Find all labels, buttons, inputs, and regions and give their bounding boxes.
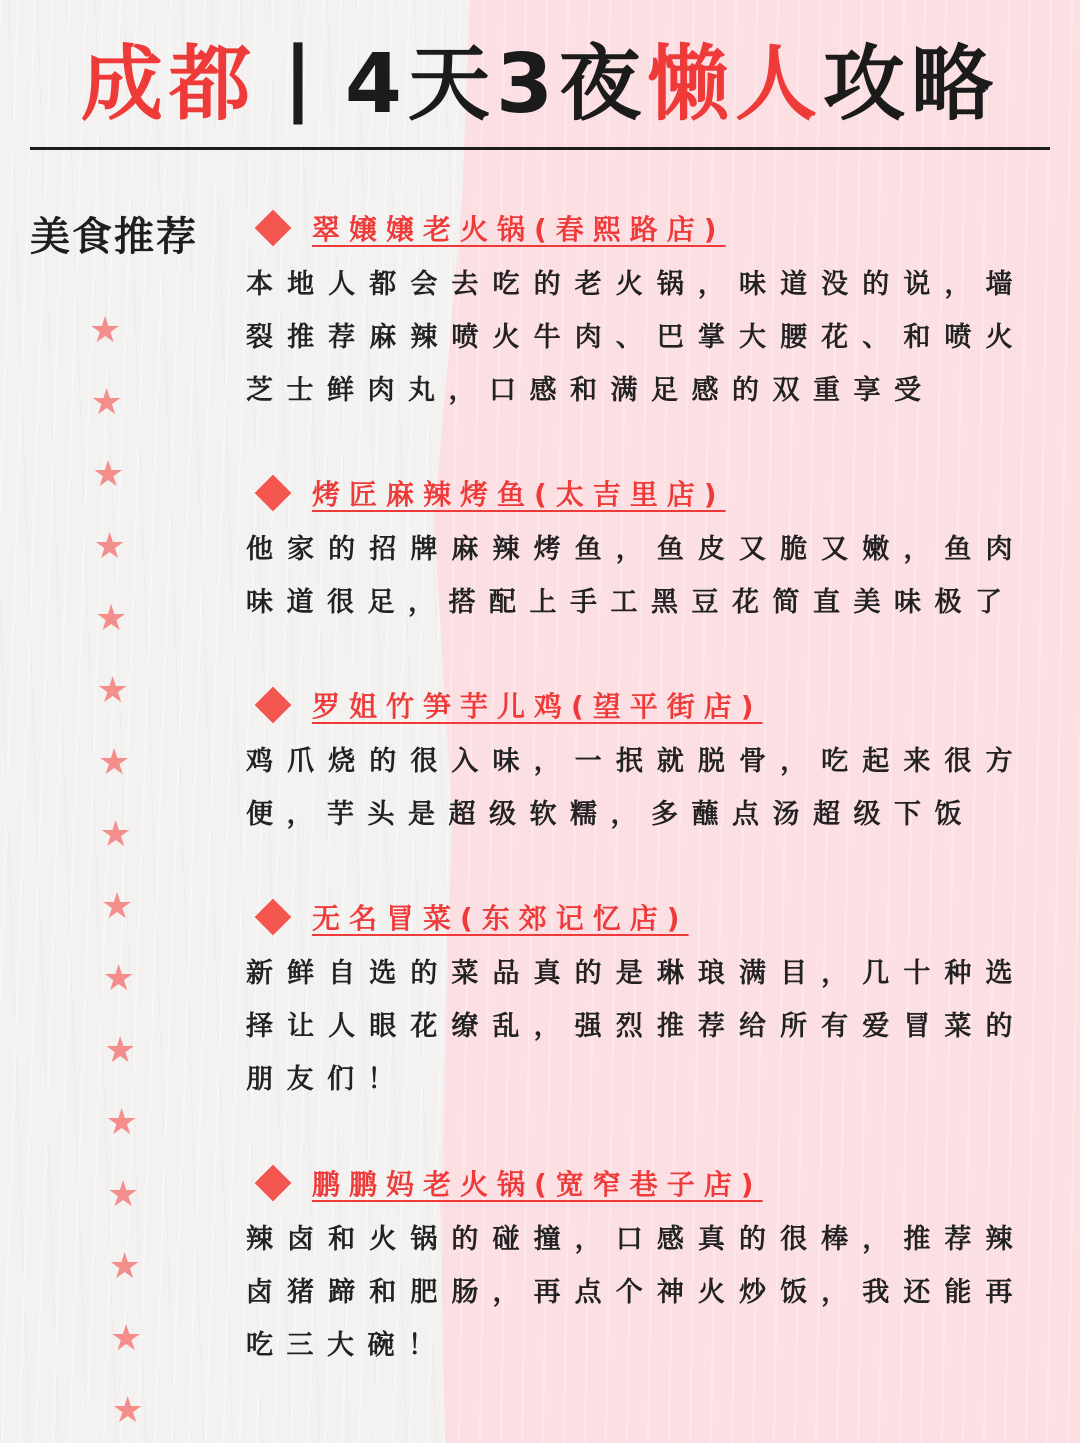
star-icon: ★ [90, 382, 123, 423]
restaurant-entry [246, 473, 1026, 629]
restaurant-entry [246, 1163, 1026, 1372]
star-icon: ★ [111, 1390, 144, 1431]
restaurant-entry [246, 685, 1026, 841]
star-icon: ★ [102, 958, 135, 999]
restaurant-title-link[interactable]: 鹏鹏妈老火锅(宽窄巷子店) [312, 1168, 763, 1201]
restaurant-title-link[interactable]: 罗姐竹笋芋儿鸡(望平街店) [312, 690, 763, 723]
diamond-bullet-icon [255, 687, 292, 724]
star-icon: ★ [93, 526, 126, 567]
star-icon: ★ [99, 814, 132, 855]
diamond-bullet-icon [255, 1165, 292, 1202]
star-icon: ★ [110, 1318, 143, 1359]
restaurant-title-link[interactable]: 无名冒菜(东郊记忆店) [312, 902, 689, 935]
title-guide: 攻略 [823, 37, 1000, 132]
restaurant-description: 新鲜自选的菜品真的是琳琅满目，几十种选择让人眼花缭乱，强烈推荐给所有爱冒菜的朋友们！ [246, 958, 1026, 1095]
star-icon: ★ [101, 886, 134, 927]
restaurant-description: 辣卤和火锅的碰撞，口感真的很棒，推荐辣卤猪蹄和肥肠，再点个神火炒饭，我还能再吃三大碗！ [246, 1224, 1026, 1361]
star-icon: ★ [92, 454, 125, 495]
star-icon: ★ [104, 1030, 137, 1071]
restaurant-title-link[interactable]: 烤匠麻辣烤鱼(太吉里店) [312, 478, 726, 511]
diamond-bullet-icon [255, 475, 292, 512]
restaurant-description: 本地人都会去吃的老火锅，味道没的说，墙裂推荐麻辣喷火牛肉、巴掌大腰花、和喷火芝士鲜肉丸，口感和满足感的双重享受 [246, 269, 1026, 406]
title-divider [30, 147, 1050, 150]
restaurant-entry [246, 897, 1026, 1106]
diamond-bullet-icon [255, 210, 292, 247]
star-icon: ★ [95, 598, 128, 639]
page-title [0, 20, 1080, 135]
star-icon: ★ [89, 310, 122, 351]
star-icon: ★ [98, 742, 131, 783]
star-icon: ★ [105, 1102, 138, 1143]
title-lazy: 懒人 [647, 37, 824, 132]
restaurant-entry [246, 208, 1026, 417]
restaurant-title-link[interactable]: 翠嬢嬢老火锅(春熙路店) [312, 213, 726, 246]
title-city: 成都 [80, 37, 257, 132]
restaurant-description: 鸡爪烧的很入味，一抿就脱骨，吃起来很方便，芋头是超级软糯，多蘸点汤超级下饭 [246, 746, 1026, 830]
diamond-bullet-icon [255, 899, 292, 936]
restaurant-description: 他家的招牌麻辣烤鱼，鱼皮又脆又嫩，鱼肉味道很足，搭配上手工黑豆花简直美味极了 [246, 534, 1026, 618]
star-icon: ★ [107, 1174, 140, 1215]
title-separator: | [282, 30, 319, 125]
star-icon: ★ [108, 1246, 141, 1287]
title-duration: 4天3夜 [344, 37, 648, 132]
star-icon: ★ [96, 670, 129, 711]
section-label-food: 美食推荐 [30, 214, 198, 260]
